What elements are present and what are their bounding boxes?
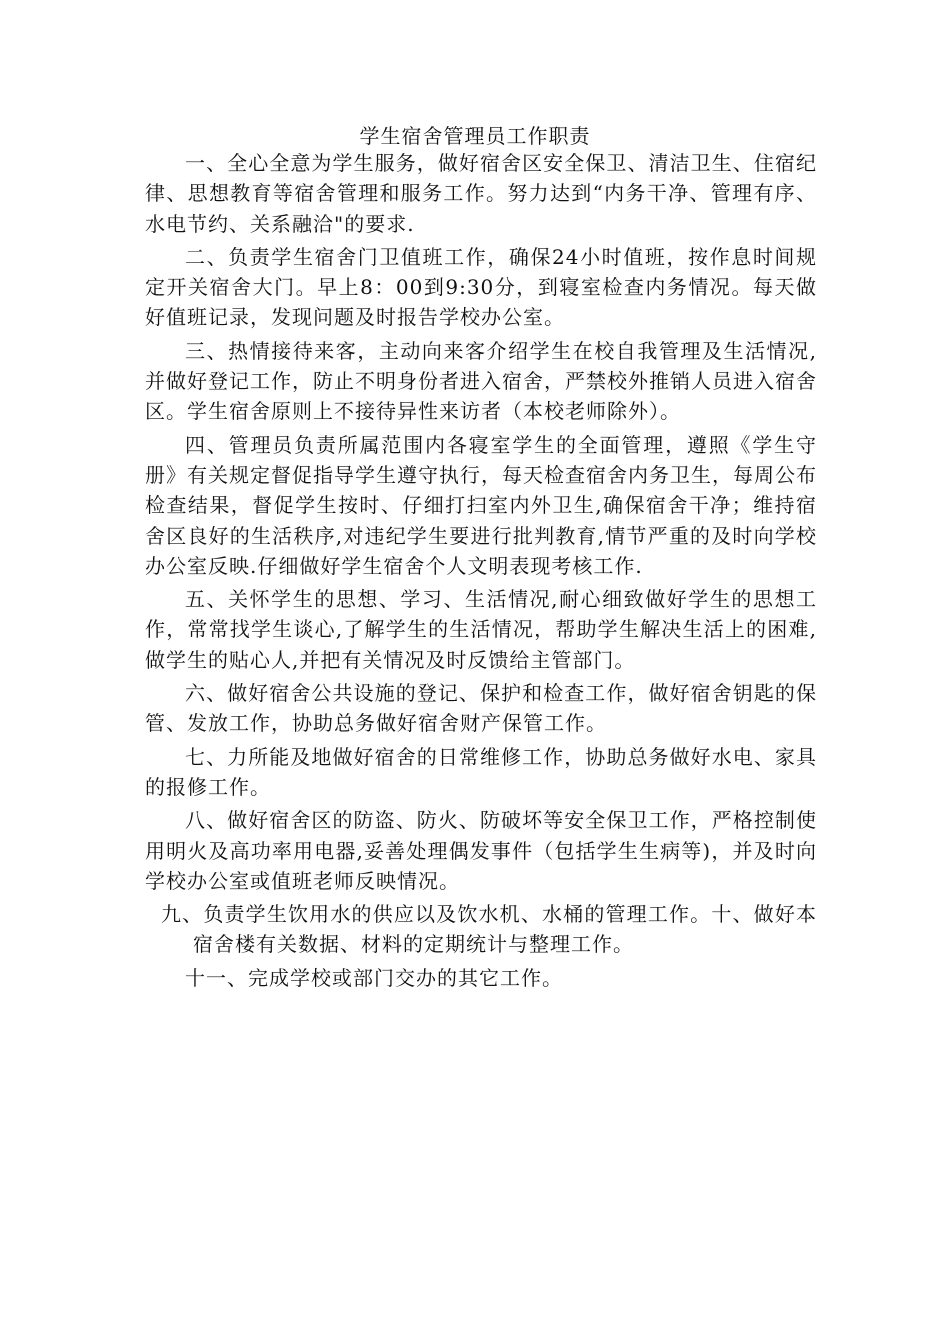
document-title: 学生宿舍管理员工作职责 [359, 124, 591, 148]
paragraph-7: 七、力所能及地做好宿舍的日常维修工作，协助总务做好水电、家具的报修工作。 [145, 744, 817, 799]
paragraph-8: 八、做好宿舍区的防盗、防火、防破坏等安全保卫工作，严格控制使用明火及高功率用电器,妥善处理偶发事件（包括学生生病等)，并及时向学校办公室或值班老师反映情况。 [145, 808, 817, 893]
paragraph-4: 四、管理员负责所属范围内各寝室学生的全面管理，遵照《学生守册》有关规定督促指导学生遵守执行，每天检查宿舍内务卫生，每周公布检查结果，督促学生按时、仔细打扫室内外卫生,确保宿舍干净；维持宿舍区良好的生活秩序,对违纪学生要进行批判教育,情节严重的及时向学校办公室反映.仔细做好学生宿舍个人文明表现考核工作. [145, 432, 817, 578]
paragraph-1: 一、全心全意为学生服务，做好宿舍区安全保卫、清洁卫生、住宿纪律、思想教育等宿舍管理和服务工作。努力达到“内务干净、管理有序、水电节约、关系融洽"的要求. [145, 151, 817, 236]
paragraph-9: 九、负责学生饮用水的供应以及饮水机、水桶的管理工作。十、做好本宿舍楼有关数据、材料的定期统计与整理工作。 [161, 902, 817, 957]
paragraph-2: 二、负责学生宿舍门卫值班工作，确保24小时值班，按作息时间规定开关宿舍大门。早上8：00到9:30分，到寝室检查内务情况。每天做好值班记录，发现问题及时报告学校办公室。 [145, 244, 817, 330]
paragraph-6: 六、做好宿舍公共设施的登记、保护和检查工作，做好宿舍钥匙的保管、发放工作，协助总务做好宿舍财产保管工作。 [145, 681, 817, 736]
paragraph-10: 十一、完成学校或部门交办的其它工作。 [185, 965, 563, 990]
paragraph-3: 三、热情接待来客，主动向来客介绍学生在校自我管理及生活情况,并做好登记工作，防止不明身份者进入宿舍，严禁校外推销人员进入宿舍区。学生宿舍原则上不接待异性来访者（本校老师除外）。 [145, 338, 817, 424]
paragraph-5: 五、关怀学生的思想、学习、生活情况,耐心细致做好学生的思想工作，常常找学生谈心,了解学生的生活情况，帮助学生解决生活上的困难,做学生的贴心人,并把有关情况及时反馈给主管部门。 [145, 587, 817, 672]
document-body [145, 148, 817, 996]
